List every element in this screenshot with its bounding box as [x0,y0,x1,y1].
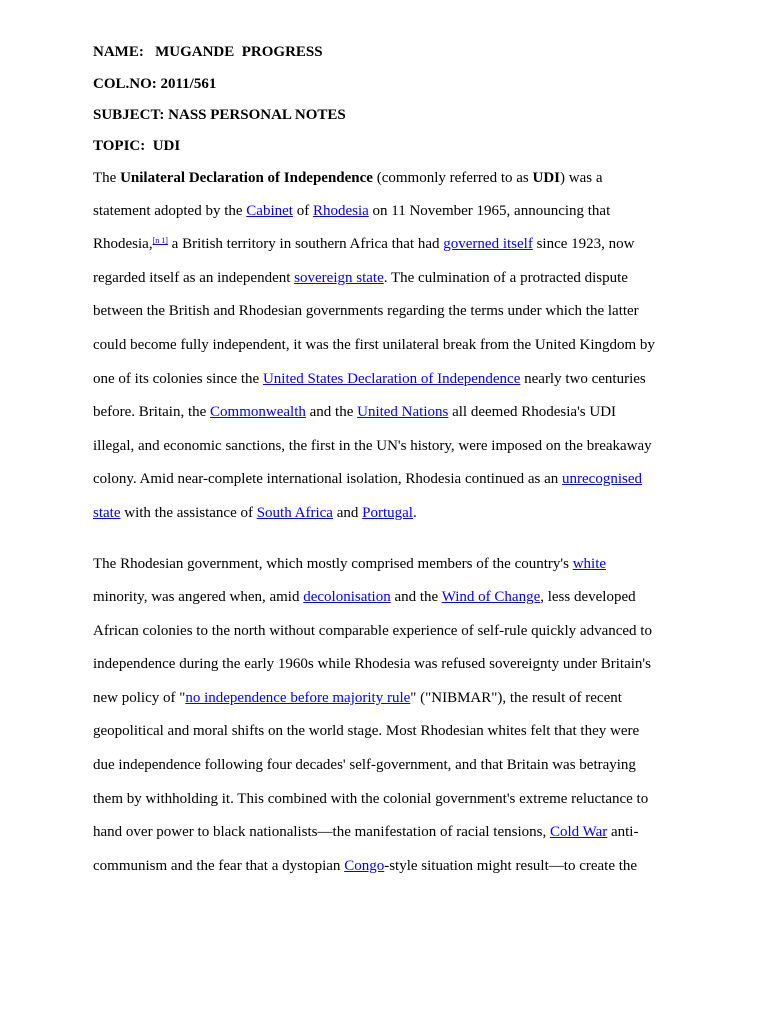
paragraph-line: African colonies to the north without comparable experience of self-rule quickly advanced to [93,623,652,639]
paragraph-line: illegal, and economic sanctions, the first in the UN's history, were imposed on the breakaway [93,438,652,454]
link-wind-of-change[interactable]: Wind of Change [441,589,541,605]
text-run: one of its colonies since the [93,371,263,387]
link-governed-itself[interactable]: governed itself [443,236,533,252]
paragraph-line [93,269,628,287]
text-run: on 11 November 1965, announcing that [368,203,611,219]
paragraph-line [93,588,636,606]
link-south-africa[interactable]: South Africa [256,505,333,521]
text-run: " ("NIBMAR"), the result of recent [410,690,622,706]
text-run: communism and the fear that a dystopian [93,858,345,874]
paragraph-line [93,689,622,707]
text-run: and [332,505,363,521]
text-run: , less developed [540,589,636,605]
link-decolonisation[interactable]: decolonisation [303,589,391,605]
student-name: NAME: MUGANDE PROGRESS [93,44,323,60]
link-nibmar[interactable]: no independence before majority rule [185,690,411,706]
paragraph-line [93,403,616,421]
paragraph-line [93,470,642,488]
link-unrecognised-state[interactable]: state [93,505,121,521]
text-run: a British territory in southern Africa that had [167,236,444,252]
text-run: and the [390,589,442,605]
footnote-link[interactable]: [n 1] [152,236,168,245]
link-cabinet[interactable]: Cabinet [246,203,293,219]
text-run: colony. Amid near-complete international isolation, Rhodesia continued as an [93,471,563,487]
text-run: Rhodesia, [93,236,153,252]
text-run: of [292,203,313,219]
text-run: statement adopted by the [93,203,247,219]
paragraph-line [93,235,634,253]
text-run: with the assistance of [120,505,257,521]
text-run: and the [305,404,358,420]
udi-full-term: Unilateral Declaration of Independence [120,170,373,186]
text-run: minority, was angered when, amid [93,589,304,605]
subject-line: SUBJECT: NASS PERSONAL NOTES [93,107,346,123]
link-us-declaration[interactable]: United States Declaration of Independence [262,371,521,387]
paragraph-line: independence during the early 1960s while Rhodesia was refused sovereignty under Britain's [93,656,651,672]
text-run: anti- [607,824,639,840]
link-commonwealth[interactable]: Commonwealth [210,404,306,420]
udi-abbreviation: UDI [532,170,561,186]
paragraph-line [93,555,606,573]
link-congo[interactable]: Congo [344,858,385,874]
text-run: since 1923, now [532,236,635,252]
paragraph-line: due independence following four decades' self-government, and that Britain was betraying [93,757,636,773]
text-run: new policy of " [93,690,186,706]
paragraph-line [93,823,638,841]
text-run: . [412,505,417,521]
link-cold-war[interactable]: Cold War [549,824,608,840]
paragraph-line [93,169,603,187]
text-run: . The culmination of a protracted dispute [383,270,628,286]
link-portugal[interactable]: Portugal [362,505,413,521]
link-sovereign-state[interactable]: sovereign state [294,270,384,286]
link-white[interactable]: white [572,556,607,572]
paragraph-line [93,370,646,388]
link-united-nations[interactable]: United Nations [357,404,449,420]
paragraph-line: geopolitical and moral shifts on the world stage. Most Rhodesian whites felt that they were [93,723,640,739]
text-run: -style situation might result—to create the [384,858,638,874]
text-run: regarded itself as an independent [93,270,295,286]
text-run: all deemed Rhodesia's UDI [448,404,617,420]
paragraph-line [93,504,417,522]
text-run: (commonly referred to as [372,170,533,186]
text-run: hand over power to black nationalists—the manifestation of racial tensions, [93,824,550,840]
paragraph-line [93,202,610,220]
paragraph-line: them by withholding it. This combined with the colonial government's extreme reluctance to [93,791,649,807]
link-unrecognised-state[interactable]: unrecognised [562,471,643,487]
paragraph-line [93,857,637,875]
text-run: The Rhodesian government, which mostly comprised members of the country's [93,556,573,572]
text-run: ) was a [560,170,603,186]
link-rhodesia[interactable]: Rhodesia [312,203,369,219]
topic-line: TOPIC: UDI [93,138,181,154]
paragraph-line: between the British and Rhodesian governments regarding the terms under which the latter [93,303,639,319]
text-run: nearly two centuries [520,371,646,387]
paragraph-line: could become fully independent, it was the first unilateral break from the United Kingdom by [93,337,655,353]
text-run: The [93,170,121,186]
college-number: COL.NO: 2011/561 [93,76,217,92]
text-run: before. Britain, the [93,404,211,420]
